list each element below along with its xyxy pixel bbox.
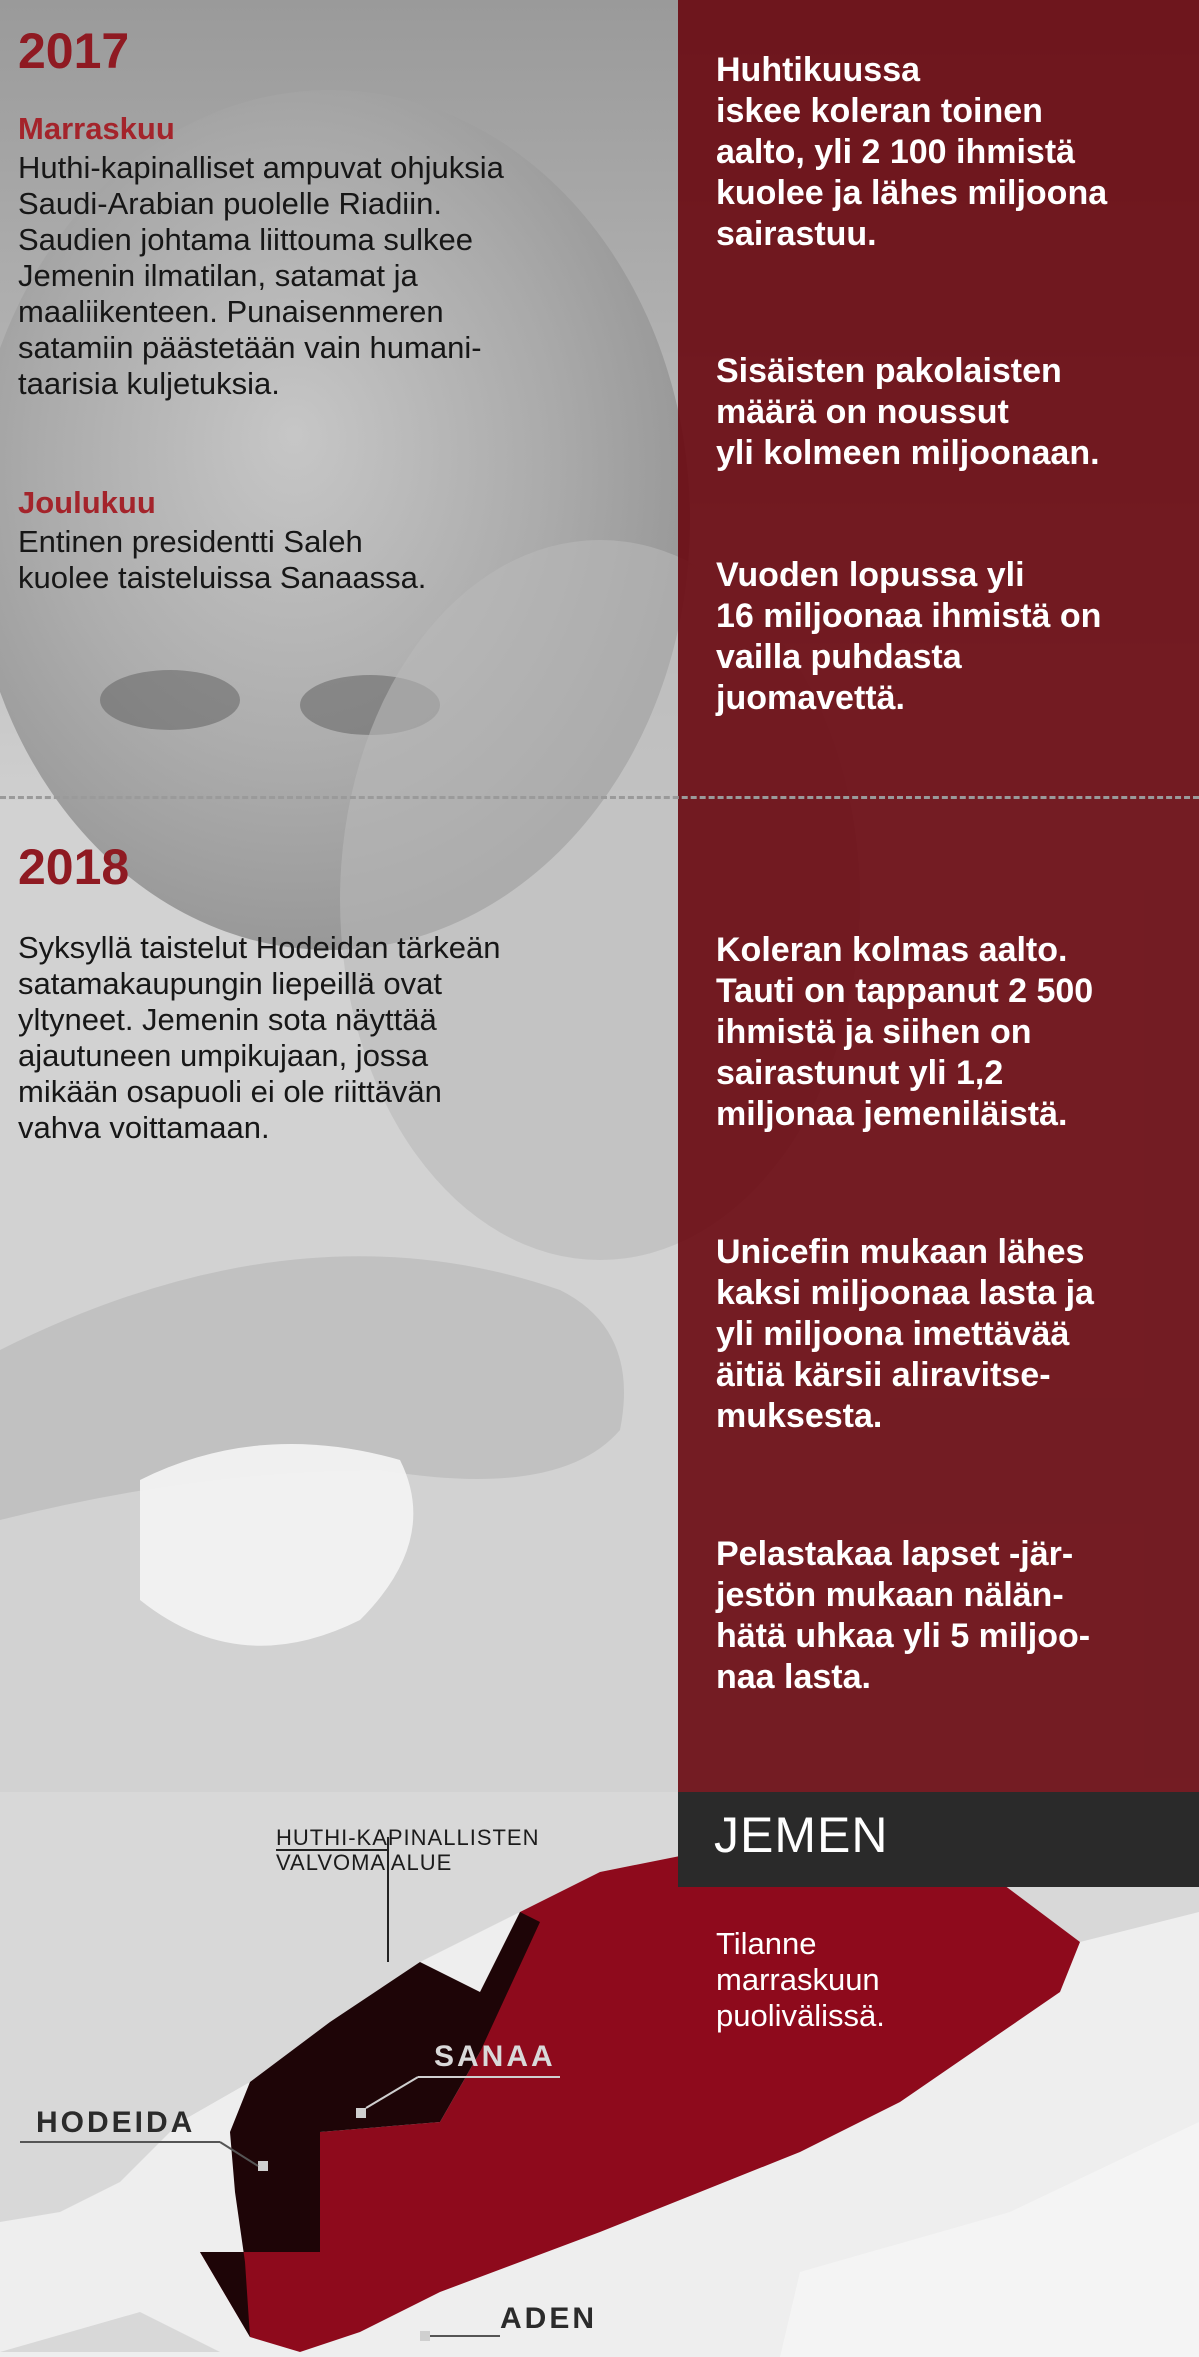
year-2017-heading: 2017 [18, 23, 130, 79]
hodeida-marker [258, 2161, 268, 2171]
fact-2018-cholera: Koleran kolmas aalto. Tauti on tappanut 2 500 ihmistä ja siihen on sairastunut yli 1,2 miljonaa jemeniläistä. [716, 931, 1094, 1133]
month-heading-marraskuu: Marraskuu [18, 111, 175, 146]
month-heading-joulukuu: Joulukuu [18, 485, 156, 520]
fact-2017-water: Vuoden lopussa yli 16 miljoonaa ihmistä on vailla puhdasta juomavettä. [716, 556, 1102, 717]
event-text-joulukuu: Entinen presidentti Saleh kuolee taisteluissa Sanaassa. [18, 524, 427, 595]
huthi-area-label: HUTHI-KAPINALLISTEN VALVOMA ALUE [276, 1825, 540, 1875]
city-label-aden: ADEN [500, 2302, 598, 2335]
map-title: JEMEN [714, 1807, 889, 1863]
fact-2018-save-the-children: Pelastakaa lapset -jär- jestön mukaan nälän- hätä uhkaa yli 5 miljoo- naa lasta. [716, 1535, 1091, 1696]
yemen-map [0, 1792, 1199, 2357]
event-text-2018: Syksyllä taistelut Hodeidan tärkeän satamakaupungin liepeillä ovat yltyneet. Jemenin sota näyttää ajautuneen umpikujaan, jossa mikään osapuoli ei ole riittävän vahva voittamaan. [18, 930, 501, 1145]
section-divider [0, 796, 1199, 799]
city-label-sanaa: SANAA [434, 2040, 556, 2073]
event-text-marraskuu: Huthi-kapinalliset ampuvat ohjuksia Saudi-Arabian puolelle Riadiin. Saudien johtama liittouma sulkee Jemenin ilmatilan, satamat ja maaliikenteen. Punaisenmeren satamiin päästetään vain humani- taarisia kuljetuksia. [18, 150, 504, 401]
fact-2018-unicef: Unicefin mukaan lähes kaksi miljoonaa lasta ja yli miljoona imettävää äitiä kärsii aliravitse- muksesta. [716, 1233, 1094, 1435]
year-2018-heading: 2018 [18, 839, 130, 895]
sanaa-marker [356, 2108, 366, 2118]
fact-2017-refugees: Sisäisten pakolaisten määrä on noussut yli kolmeen miljoonaan. [716, 352, 1100, 472]
map-note: Tilanne marraskuun puolivälissä. [716, 1926, 885, 2033]
fact-2017-cholera: Huhtikuussa iskee koleran toinen aalto, yli 2 100 ihmistä kuolee ja lähes miljoona sairastuu. [716, 51, 1108, 253]
aden-marker [420, 2331, 430, 2341]
city-label-hodeida: HODEIDA [36, 2106, 196, 2139]
facts-panel [678, 0, 1199, 1792]
